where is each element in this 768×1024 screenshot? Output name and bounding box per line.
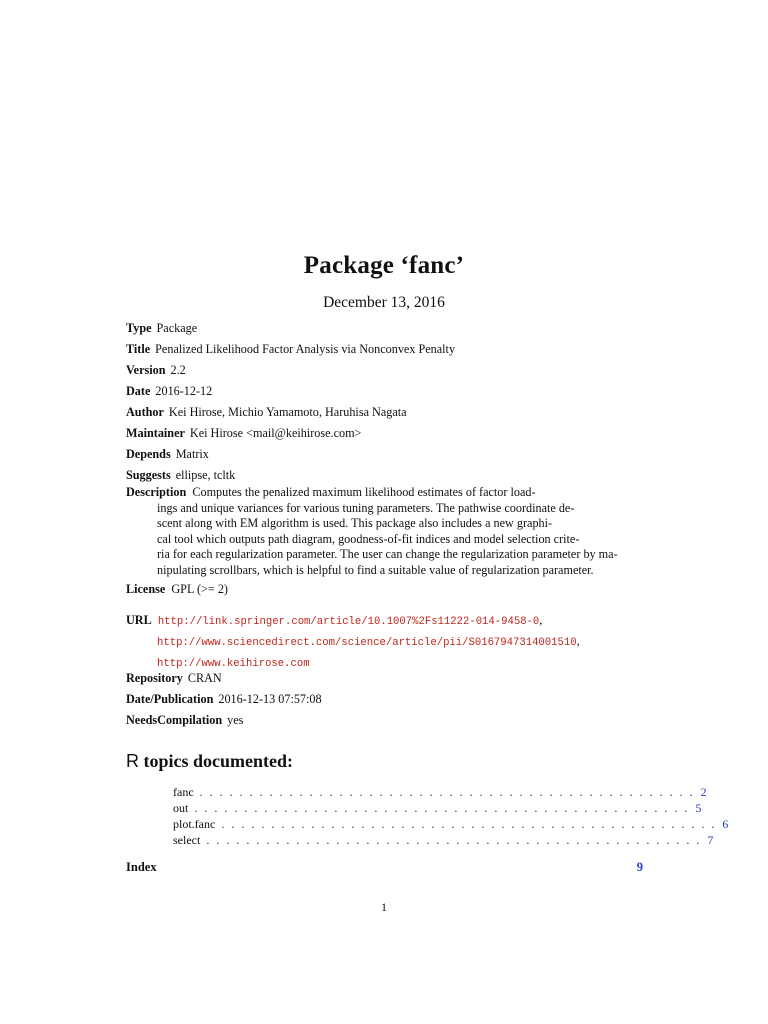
field-depends: Depends Matrix [126,447,209,461]
field-author: Author Kei Hirose, Michio Yamamoto, Haruhisa Nagata [126,405,407,419]
description-line: ings and unique variances for various tuning parameters. The pathwise coordinate de- [157,500,575,515]
field-license: License GPL (>= 2) [126,582,228,596]
url-link-keihirose[interactable]: http://www.keihirose.com [157,658,310,670]
package-date: December 13, 2016 [323,294,445,311]
field-title: Title Penalized Likelihood Factor Analysis via Nonconvex Penalty [126,342,456,356]
description-line: ria for each regularization parameter. The user can change the regularization parameter by ma- [157,547,618,561]
toc-item-select[interactable]: select . . . . . . . . . . . . . . . . . . . . . . . . . . . . . . . . . . . . . . . . . . . . . . . . . . 7 [173,833,714,847]
field-type: Type Package [126,321,198,335]
toc-index[interactable]: Index 9 [126,860,643,874]
description-line: nipulating scrollbars, which is helpful to find a suitable value of regularization parameter. [157,562,594,577]
toc-item-plot-fanc[interactable]: plot.fanc . . . . . . . . . . . . . . . . . . . . . . . . . . . . . . . . . . . . . . . . . . . . . . . . . . 6 [173,817,729,831]
page-number: 1 [381,900,387,914]
field-url: URL http://link.springer.com/article/10.1007%2Fs11222-014-9458-0, http://www.sciencedirect.com/science/article/pii/S0167947314001510, http://www.keihirose.com [126,613,580,670]
url-link-springer[interactable]: http://link.springer.com/article/10.1007%2Fs11222-014-9458-0 [157,616,540,628]
field-version: Version 2.2 [126,363,186,377]
field-suggests: Suggests ellipse, tcltk [126,468,236,482]
description-line: Computes the penalized maximum likelihood estimates of factor load- [192,485,536,499]
toc-heading: R topics documented: [126,751,293,771]
field-date: Date 2016-12-12 [126,384,213,398]
url-label: URL [126,613,152,627]
field-description [126,485,646,578]
toc-item-out[interactable]: out . . . . . . . . . . . . . . . . . . . . . . . . . . . . . . . . . . . . . . . . . . . . . . . . . . 5 [173,801,702,815]
package-title: Package ‘fanc’ [303,252,465,279]
field-date-publication: Date/Publication 2016-12-13 07:57:08 [126,692,322,706]
toc-item-fanc[interactable]: fanc . . . . . . . . . . . . . . . . . . . . . . . . . . . . . . . . . . . . . . . . . . . . . . . . . . 2 [173,785,707,799]
metadata-fields-after [126,668,322,731]
description-line: cal tool which outputs path diagram, goodness-of-fit indices and model selection crite- [157,531,580,546]
field-maintainer: Maintainer Kei Hirose <mail@keihirose.com> [126,426,362,440]
metadata-fields [126,318,646,486]
toc-list [173,784,729,848]
url-link-sciencedirect[interactable]: http://www.sciencedirect.com/science/article/pii/S0167947314001510 [157,637,577,649]
field-needs-compilation: NeedsCompilation yes [126,713,244,727]
field-repository: Repository CRAN [126,671,222,685]
description-line: scent along with EM algorithm is used. This package also includes a new graphi- [157,516,553,530]
description-label: Description [126,485,187,499]
